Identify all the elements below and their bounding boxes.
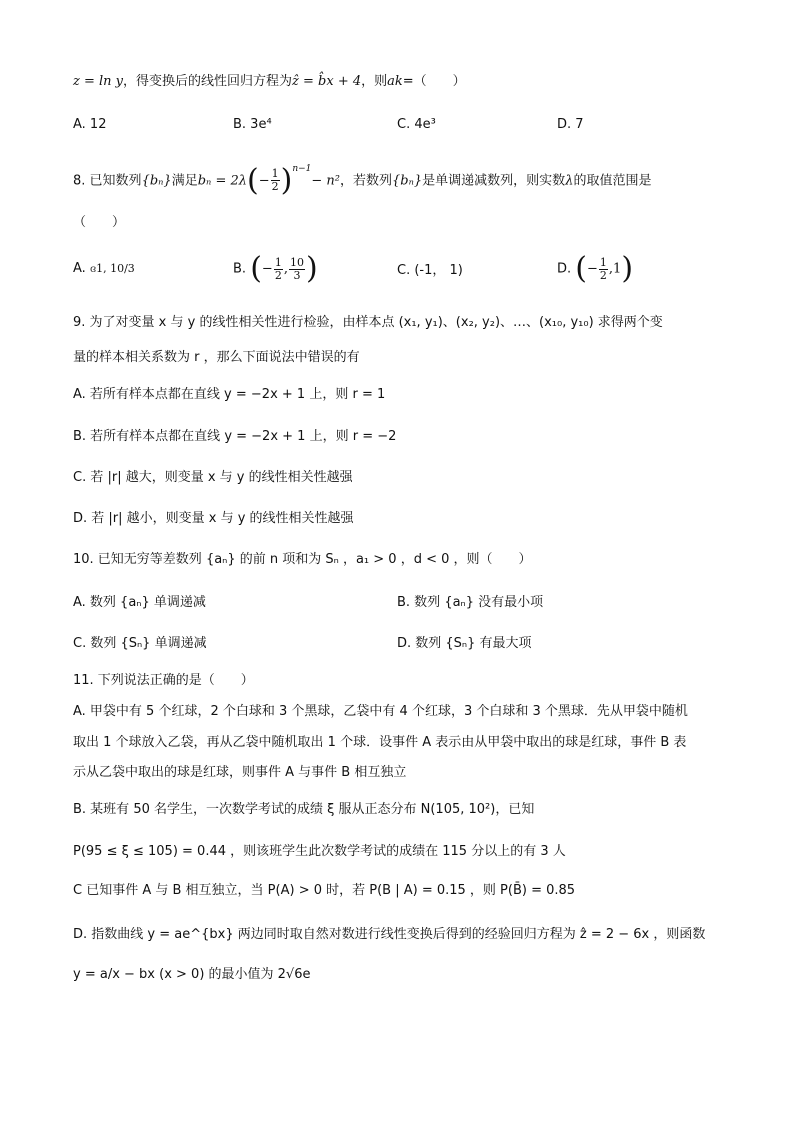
fraction: $\frac{1}{2}$ (274, 255, 282, 282)
q9-option-b: B. 若所有样本点都在直线 y = −2x + 1 上，则 r = −2 (73, 429, 397, 444)
q11-option-b-line-1: B. 某班有 50 名学生，一次数学考试的成绩 ξ 服从正态分布 N(105, 10²)，已知 (73, 802, 535, 817)
lambda-symbol: λ (565, 173, 574, 189)
option-label: B. (233, 261, 247, 277)
broken-formula-glyph: ɞ (89, 264, 97, 275)
question-11-stem: 11. 下列说法正确的是（ ） (73, 673, 254, 688)
question-8-stem (73, 162, 651, 196)
regression-formula: ẑ = b̂x + 4 (292, 74, 362, 89)
right-paren: ) (621, 251, 634, 286)
question-number: 8. (73, 173, 86, 189)
q9-option-a: A. 若所有样本点都在直线 y = −2x + 1 上，则 r = 1 (73, 387, 386, 402)
left-paren: ( (250, 251, 262, 286)
q10-option-c: C. 数列 {Sₙ} 单调递减 (73, 636, 207, 651)
option-label: D. (557, 261, 572, 277)
q8-option-a (73, 254, 135, 285)
q10-option-a: A. 数列 {aₙ} 单调递减 (73, 595, 206, 610)
answer-paren: （ ） (73, 215, 126, 230)
q11-option-d-line-1: D. 指数曲线 y = ae^{bx} 两边同时取自然对数进行线性变换后得到的经验回归方程为 ẑ = 2 − 6x ，则函数 (73, 927, 706, 942)
text: 是单调递减数列，则实数 (422, 173, 566, 189)
fraction: $\frac{1}{2}$ (271, 167, 279, 194)
formula-lhs: bₙ = 2λ (197, 173, 247, 189)
option-label: A. (73, 261, 86, 276)
exponent: n−1 (292, 164, 312, 174)
q11-option-a-line-2: 取出 1 个球放入乙袋，再从乙袋中随机取出 1 个球．设事件 A 表示由从甲袋中取出的球是红球，事件 B 表 (73, 735, 687, 750)
q11-option-d-line-2: y = a/x − bx (x > 0) 的最小值为 2√6e (73, 967, 311, 982)
q11-option-b-line-2: P(95 ≤ ξ ≤ 105) = 0.44 ，则该班学生此次数学考试的成绩在 115 分以上的有 3 人 (73, 844, 566, 859)
question-9-line-2: 量的样本相关系数为 r ，那么下面说法中错误的有 (73, 350, 360, 365)
q8-option-c: C. (-1， 1) (397, 263, 463, 278)
q7-option-a: A. 12 (73, 117, 107, 132)
text: 已知数列 (89, 173, 142, 189)
ak-symbol: ak (387, 74, 403, 89)
text: =（ ） (402, 74, 466, 89)
left-paren: ( (575, 251, 588, 286)
option-tail: ,1 (608, 261, 622, 277)
right-paren: ) (305, 251, 318, 286)
text: ，若数列 (340, 173, 393, 189)
question-9-line-1: 9. 为了对变量 x 与 y 的线性相关性进行检验，由样本点 (x₁, y₁)、(x₂, y₂)、…、(x₁₀, y₁₀) 求得两个变 (73, 315, 663, 330)
sequence-symbol: {bₙ} (141, 173, 172, 189)
q7-option-c: C. 4e³ (397, 117, 436, 132)
text: 的取值范围是 (573, 173, 652, 189)
formula-z-ln-y: z = ln y (73, 74, 124, 89)
text: 满足 (171, 173, 198, 189)
question-7-continuation (73, 73, 466, 91)
question-10-stem: 10. 已知无穷等差数列 {aₙ} 的前 n 项和为 Sₙ ，a₁ > 0 ，d < 0 ，则（ ） (73, 552, 532, 567)
q7-option-b: B. 3e⁴ (233, 117, 272, 132)
text: ，得变换后的线性回归方程为 (123, 74, 293, 89)
q8-option-b: B. (− $\frac{1}{2}$ , $\frac{10}{3}$ ) (233, 251, 318, 286)
minus-sign: − (258, 173, 270, 189)
fraction: $\frac{1}{2}$ (599, 255, 607, 282)
q10-option-d: D. 数列 {Sₙ} 有最大项 (397, 636, 532, 651)
q7-option-d: D. 7 (557, 117, 584, 132)
formula-tail: − n² (311, 173, 341, 189)
q9-option-c: C. 若 |r| 越大，则变量 x 与 y 的线性相关性越强 (73, 470, 353, 485)
text: ，则 (361, 74, 388, 89)
left-paren: ( (246, 162, 259, 198)
fraction: $\frac{10}{3}$ (289, 255, 304, 282)
q11-option-c: C 已知事件 A 与 B 相互独立，当 P(A) > 0 时，若 P(B | A) = 0.15 ，则 P(B̄) = 0.85 (73, 883, 576, 898)
option-body: 1, 10/3 (96, 262, 135, 275)
q9-option-d: D. 若 |r| 越小，则变量 x 与 y 的线性相关性越强 (73, 511, 354, 526)
sequence-symbol: {bₙ} (392, 173, 423, 189)
q11-option-a-line-3: 示从乙袋中取出的球是红球，则事件 A 与事件 B 相互独立 (73, 765, 407, 780)
right-paren: ) (280, 162, 293, 198)
q8-option-d: D. (− $\frac{1}{2}$ ,1) (557, 251, 634, 286)
q11-option-a-line-1: A. 甲袋中有 5 个红球，2 个白球和 3 个黑球，乙袋中有 4 个红球，3 个白球和 3 个黑球．先从甲袋中随机 (73, 704, 688, 719)
q10-option-b: B. 数列 {aₙ} 没有最小项 (397, 595, 544, 610)
